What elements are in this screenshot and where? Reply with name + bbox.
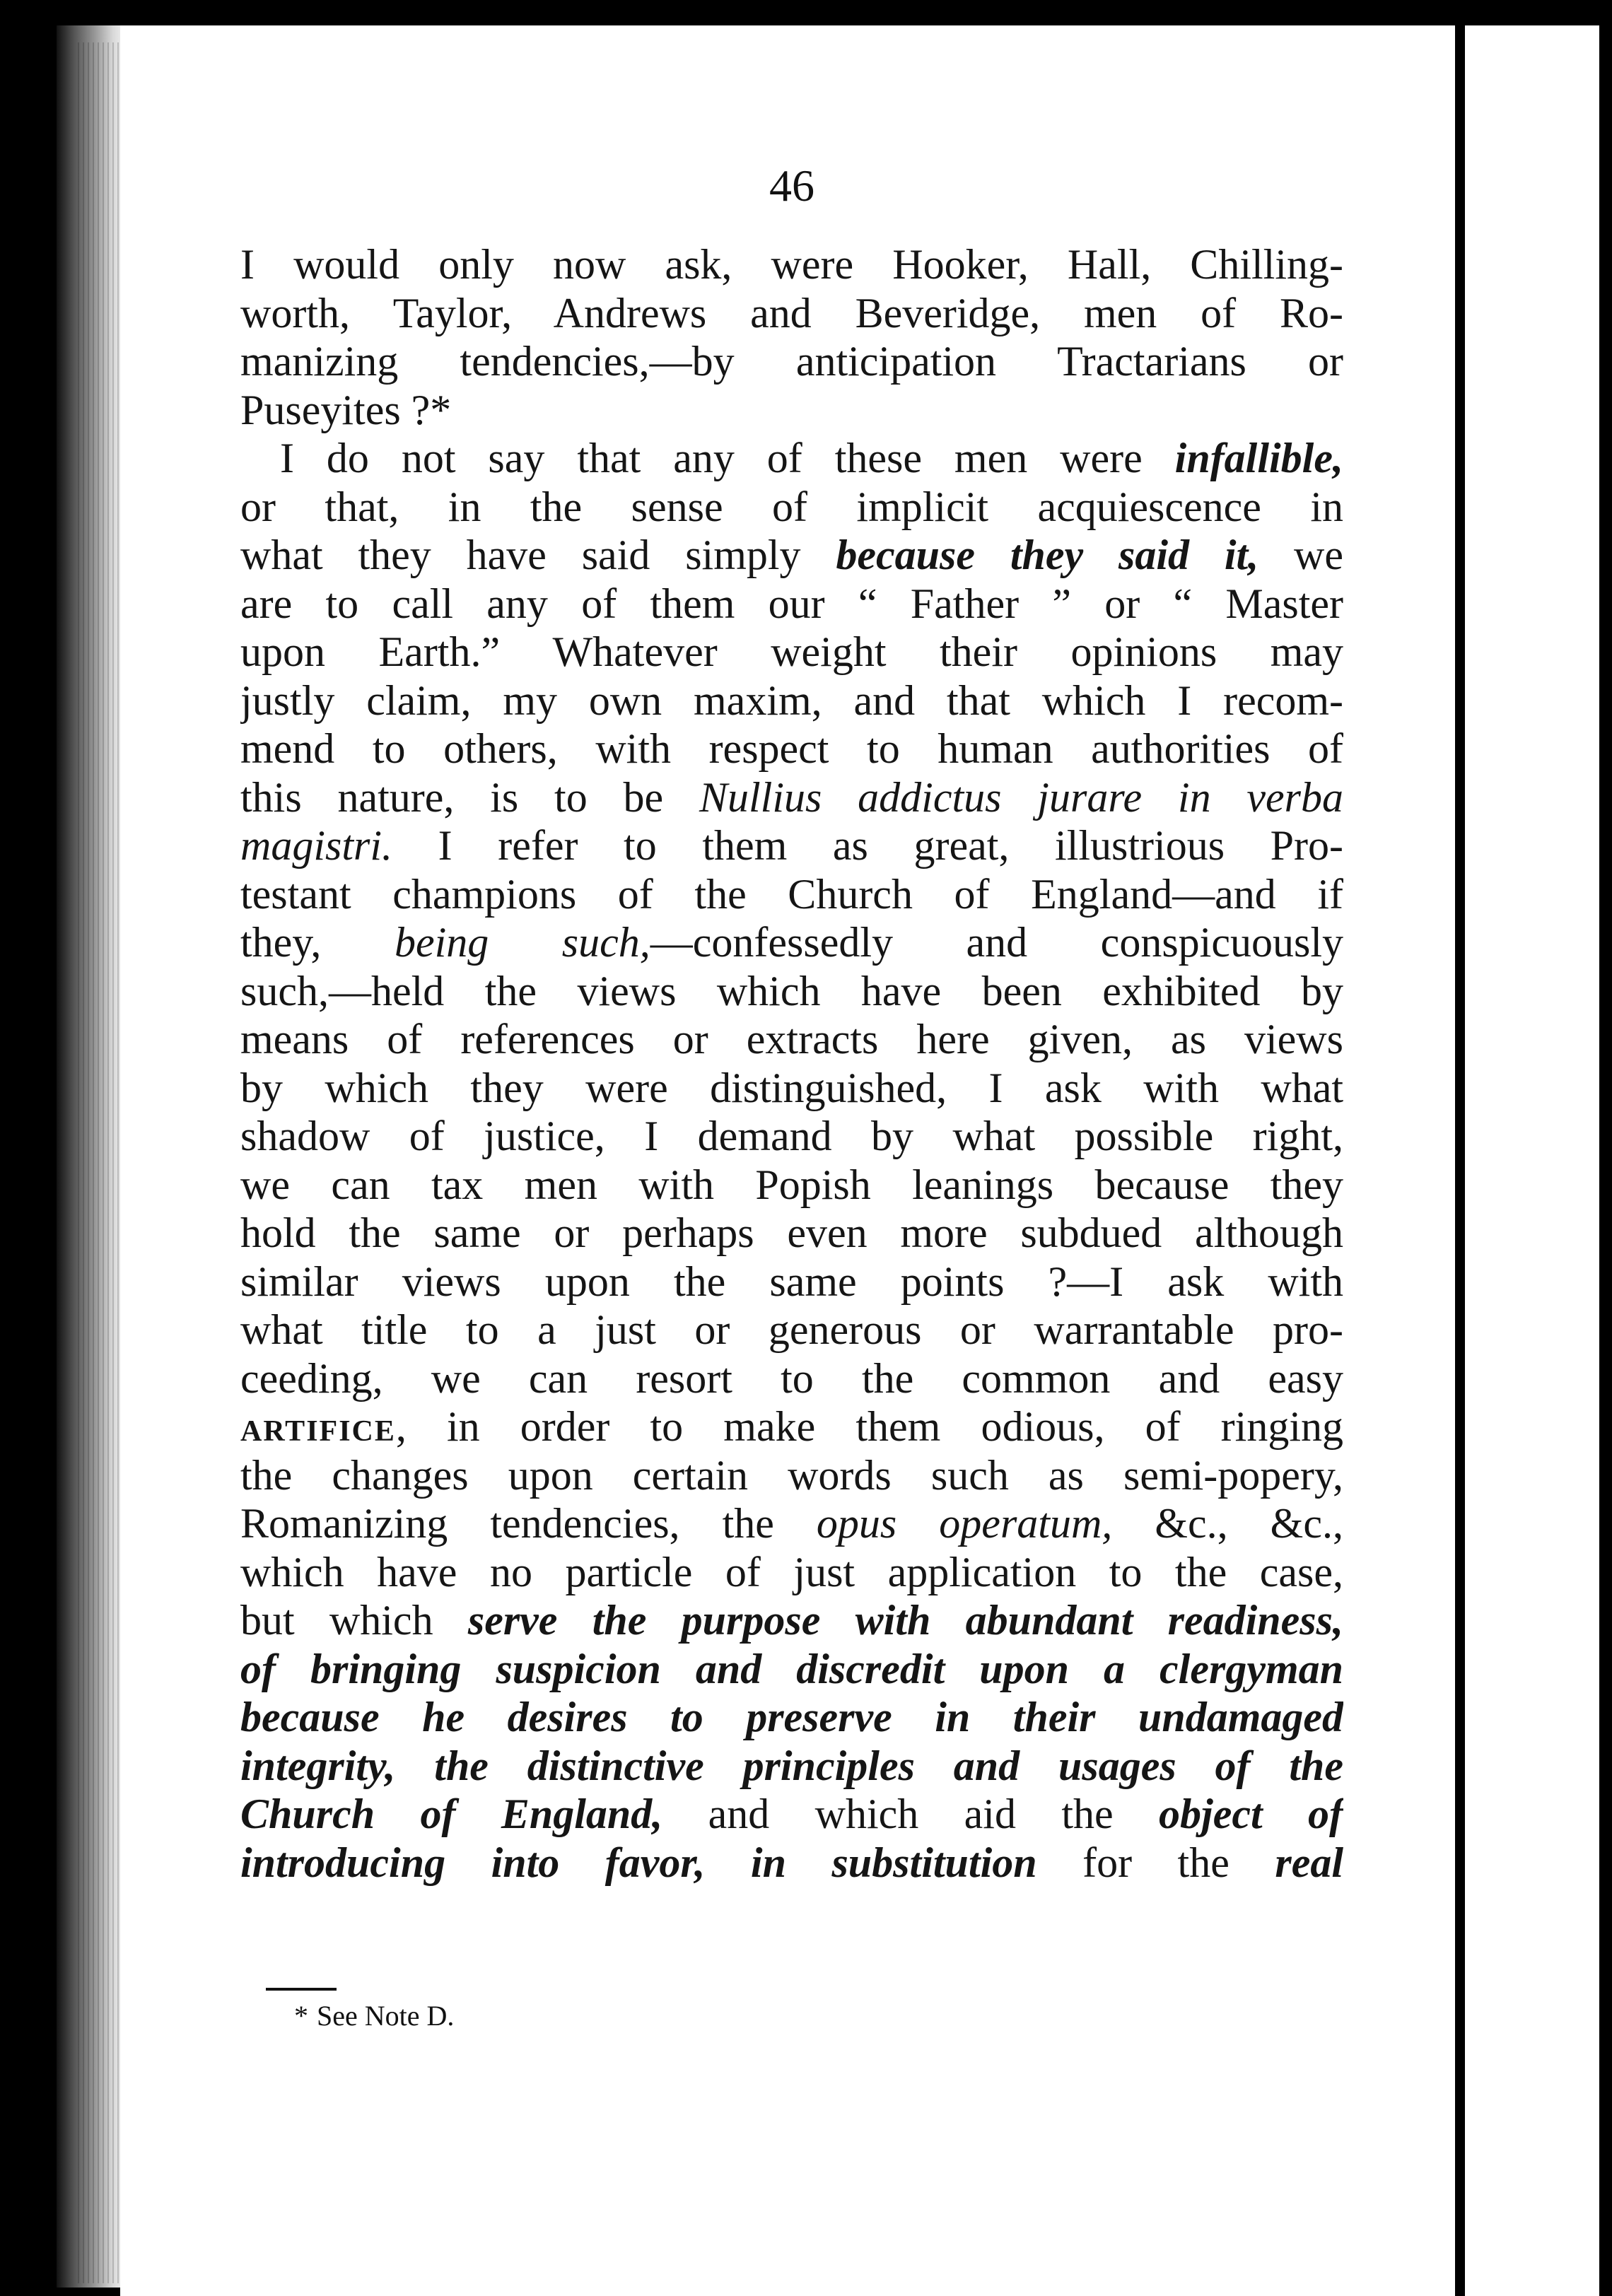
body-text [240,240,1343,1887]
footnote-marker: * [294,2000,308,2032]
text-line: worth, Taylor, Andrews and Beveridge, men of Ro- [240,289,1343,336]
page-edges [78,42,120,2283]
text-line: I would only now ask, were Hooker, Hall, Chilling- [240,241,1343,288]
text-line: we can tax men with Popish leanings because they [240,1161,1343,1208]
text-line: they, being such,—confessedly and conspicuously [240,919,1343,966]
text-line: mend to others, with respect to human authorities of [240,725,1343,772]
text-line: magistri. I refer to them as great, illustrious Pro- [240,822,1343,869]
text-line: are to call any of them our “ Father ” or “ Master [240,580,1343,627]
text-line: artifice, in order to make them odious, of ringing [240,1403,1343,1450]
page-number: 46 [769,160,814,211]
text-line: Church of England, and which aid the object of [240,1791,1343,1837]
text-line: which have no particle of just application to the case, [240,1548,1343,1595]
facing-page-margin [1465,25,1612,2296]
text-line: justly claim, my own maxim, and that which I recom- [240,676,1343,724]
text-line: or that, in the sense of implicit acquiescence in [240,483,1343,530]
text-line: Puseyites ?* [240,386,452,433]
text-line: ceeding, we can resort to the common and easy [240,1354,1343,1402]
text-line: shadow of justice, I demand by what possible right, [240,1113,1343,1159]
footnote-text: See Note D. [317,2000,455,2032]
text-line: of bringing suspicion and discredit upon a clergyman [240,1645,1343,1692]
text-line: such,—held the views which have been exhibited by [240,967,1343,1014]
footnote-rule [266,1988,337,1991]
text-line: means of references or extracts here given, as views [240,1016,1343,1062]
page-right-edge [1455,25,1465,2296]
text-line: what they have said simply because they said it, we [240,532,1343,578]
text-line: Romanizing tendencies, the opus operatum, &c., &c., [240,1500,1343,1547]
text-line: manizing tendencies,—by anticipation Tractarians or [240,338,1343,385]
text-line: the changes upon certain words such as semi-popery, [240,1451,1343,1499]
text-line: I do not say that any of these men were infallible, [280,435,1343,481]
text-line: but which serve the purpose with abundant readiness, [240,1597,1343,1644]
text-line: introducing into favor, in substitution for the real [240,1839,1343,1886]
text-line: by which they were distinguished, I ask with what [240,1064,1343,1111]
text-line: what title to a just or generous or warrantable pro- [240,1306,1343,1353]
scan-top-border [0,0,1612,25]
footnote [294,1999,454,2032]
text-line: hold the same or perhaps even more subdued although [240,1210,1343,1256]
text-line: upon Earth.” Whatever weight their opinions may [240,628,1343,675]
text-line: this nature, is to be Nullius addictus jurare in verba [240,773,1343,821]
text-line: similar views upon the same points ?—I ask with [240,1258,1343,1305]
text-line: testant champions of the Church of England—and if [240,870,1343,918]
text-line: because he desires to preserve in their undamaged [240,1694,1343,1740]
text-line: integrity, the distinctive principles and usages of the [240,1742,1343,1789]
scan-right-border [1599,25,1612,2296]
